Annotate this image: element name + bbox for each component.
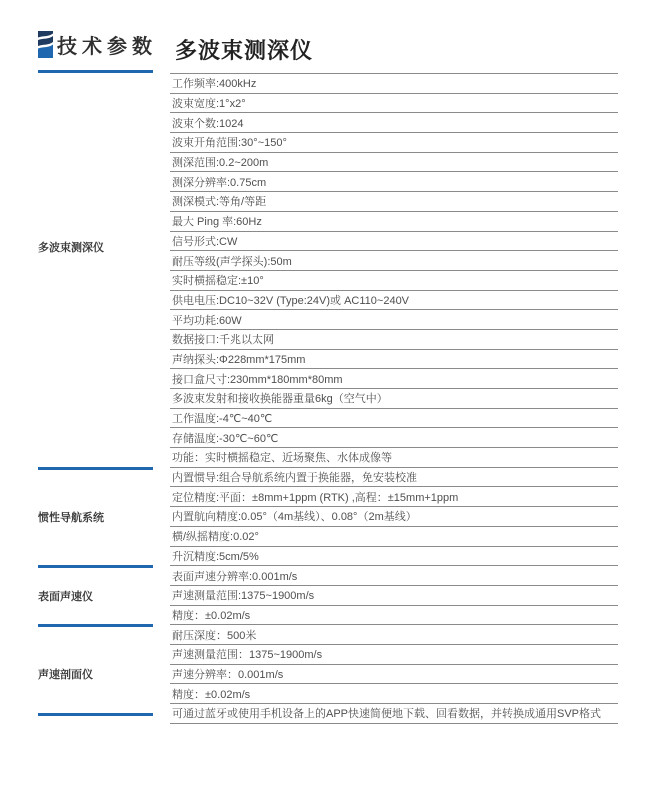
spec-table xyxy=(0,73,660,724)
spec-row: 内置惯导:组合导航系统内置于换能器，免安装校准 xyxy=(170,468,618,488)
spec-row: 波束宽度:1°x2° xyxy=(170,94,618,114)
spec-group-1 xyxy=(0,73,660,468)
category-divider-line xyxy=(38,467,153,470)
spec-rows xyxy=(170,625,618,723)
category-cell xyxy=(0,468,170,566)
category-divider-line xyxy=(38,713,153,716)
spec-row: 耐压深度：500米 xyxy=(170,625,618,645)
spec-row: 数据接口:千兆以太网 xyxy=(170,330,618,350)
spec-row: 声速测量范围:1375~1900m/s xyxy=(170,586,618,606)
spec-row: 平均功耗:60W xyxy=(170,310,618,330)
spec-group-2 xyxy=(0,468,660,566)
spec-row: 表面声速分辨率:0.001m/s xyxy=(170,566,618,586)
section-heading: 技术参数 xyxy=(57,36,157,58)
category-label: 表面声速仪 xyxy=(38,590,93,603)
spec-row: 耐压等级(声学探头):50m xyxy=(170,251,618,271)
spec-row: 存储温度:-30℃~60℃ xyxy=(170,428,618,448)
spec-row: 定位精度:平面：±8mm+1ppm (RTK) ,高程：±15mm+1ppm xyxy=(170,487,618,507)
page-title: 多波束测深仪 xyxy=(175,38,314,63)
spec-rows xyxy=(170,566,618,625)
brand-block xyxy=(38,30,157,59)
spec-row: 最大 Ping 率:60Hz xyxy=(170,212,618,232)
spec-row: 功能：实时横摇稳定、近场聚焦、水体成像等 xyxy=(170,448,618,468)
category-divider-line xyxy=(38,565,153,568)
spec-group-4 xyxy=(0,625,660,723)
spec-rows xyxy=(170,73,618,468)
spec-row: 工作频率:400kHz xyxy=(170,74,618,94)
spec-group-3 xyxy=(0,566,660,625)
spec-row: 声速测量范围：1375~1900m/s xyxy=(170,645,618,665)
spec-row: 内置航向精度:0.05°（4m基线）、0.08°（2m基线） xyxy=(170,507,618,527)
category-cell xyxy=(0,625,170,723)
spec-row: 精度：±0.02m/s xyxy=(170,684,618,704)
spec-row: 可通过蓝牙或使用手机设备上的APP快速简便地下载、回看数据，并转换成通用SVP格式 xyxy=(170,704,618,724)
spec-row: 实时横摇稳定:±10° xyxy=(170,271,618,291)
spec-row: 测深分辨率:0.75cm xyxy=(170,172,618,192)
category-label: 声速剖面仪 xyxy=(38,669,93,682)
category-label: 多波束测深仪 xyxy=(38,241,104,254)
spec-row: 工作温度:-4℃~40℃ xyxy=(170,409,618,429)
category-cell xyxy=(0,73,170,468)
spec-row: 测深模式:等角/等距 xyxy=(170,192,618,212)
spec-row: 声纳探头:Φ228mm*175mm xyxy=(170,350,618,370)
spec-row: 多波束发射和接收换能器重量6kg（空气中） xyxy=(170,389,618,409)
spec-row: 供电电压:DC10~32V (Type:24V)或 AC110~240V xyxy=(170,291,618,311)
spec-row: 信号形式:CW xyxy=(170,232,618,252)
spec-row: 测深范围:0.2~200m xyxy=(170,153,618,173)
spec-row: 接口盒尺寸:230mm*180mm*80mm xyxy=(170,369,618,389)
spec-row: 波束开角范围:30°~150° xyxy=(170,133,618,153)
spec-row: 声速分辨率：0.001m/s xyxy=(170,665,618,685)
category-label: 惯性导航系统 xyxy=(38,511,104,524)
spec-row: 横/纵摇精度:0.02° xyxy=(170,527,618,547)
category-divider-line xyxy=(38,624,153,627)
waves-logo-icon xyxy=(38,31,53,58)
category-cell xyxy=(0,566,170,625)
spec-rows xyxy=(170,468,618,566)
spec-row: 升沉精度:5cm/5% xyxy=(170,547,618,567)
spec-row: 波束个数:1024 xyxy=(170,113,618,133)
spec-row: 精度：±0.02m/s xyxy=(170,606,618,626)
